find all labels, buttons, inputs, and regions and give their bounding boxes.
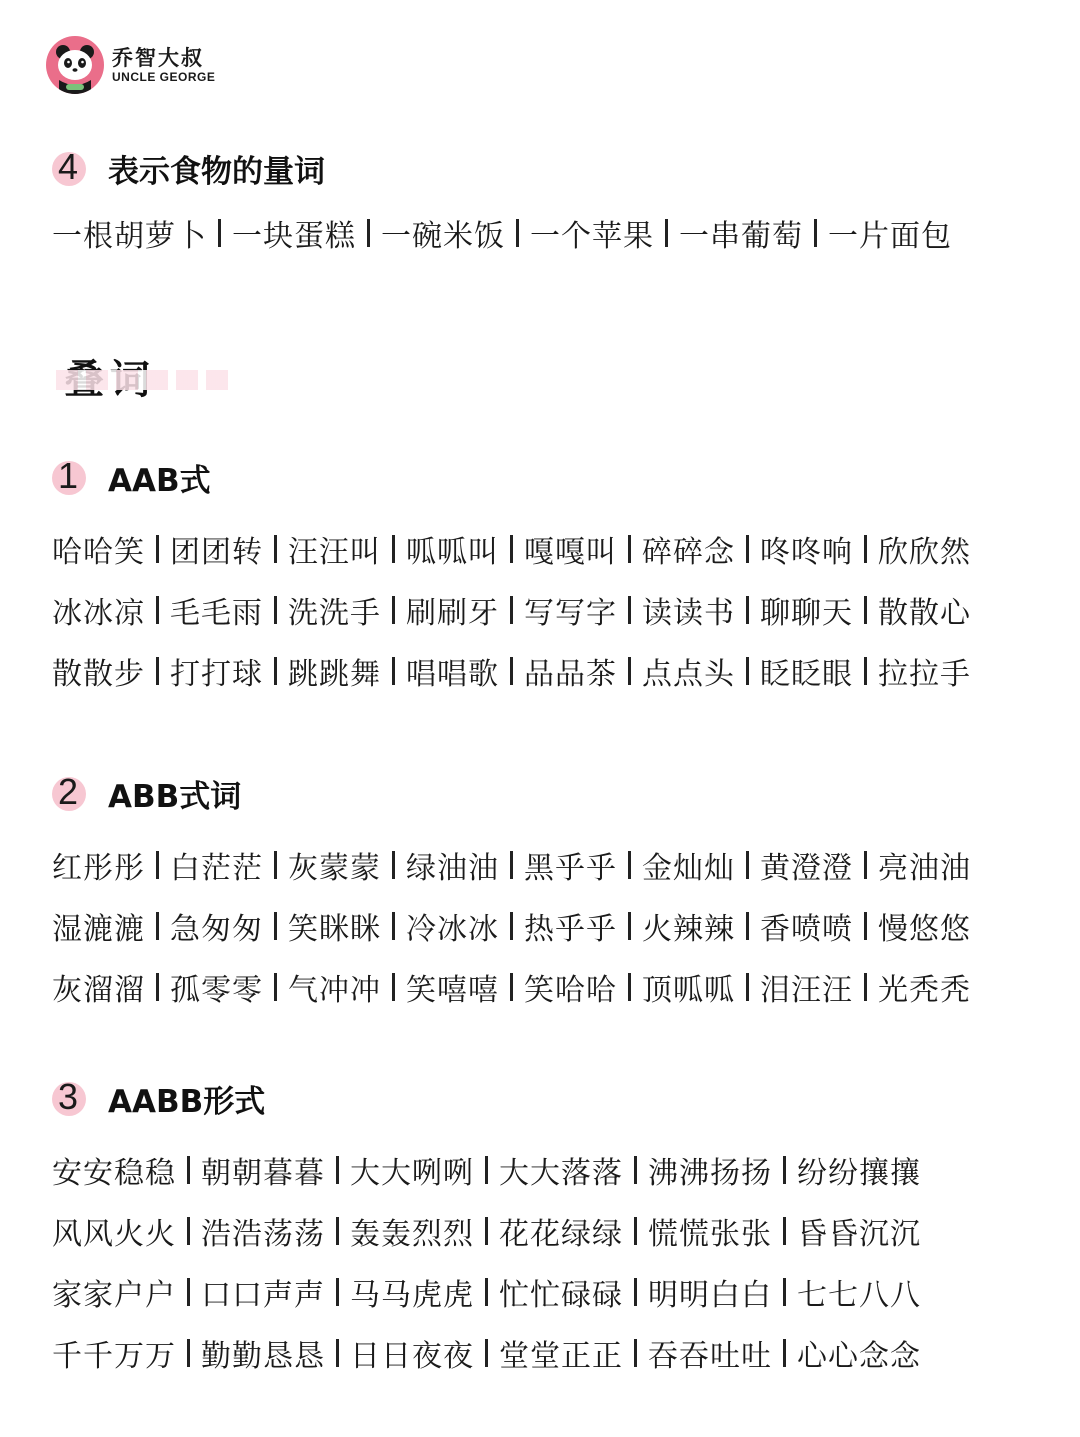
separator	[392, 535, 395, 563]
word-item: 湿漉漉	[52, 912, 145, 947]
word-item: 忙忙碌碌	[499, 1278, 623, 1313]
word-item: 大大落落	[499, 1156, 623, 1191]
separator	[510, 657, 513, 685]
word-item: 一个苹果	[530, 219, 654, 254]
word-item: 明明白白	[648, 1278, 772, 1313]
separator	[392, 596, 395, 624]
word-line	[52, 527, 1052, 571]
section-number: 2	[58, 771, 79, 812]
separator	[510, 851, 513, 879]
word-item: 急匆匆	[170, 912, 263, 947]
separator	[274, 657, 277, 685]
separator	[156, 851, 159, 879]
word-item: 笑嘻嘻	[406, 973, 499, 1008]
separator	[634, 1278, 637, 1306]
separator	[274, 535, 277, 563]
separator	[336, 1339, 339, 1367]
separator	[634, 1339, 637, 1367]
separator	[634, 1217, 637, 1245]
separator	[665, 219, 668, 247]
word-item: 浩浩荡荡	[201, 1217, 325, 1252]
word-item: 散散步	[52, 657, 145, 692]
section-aab-heading	[52, 457, 211, 497]
word-item: 灰溜溜	[52, 973, 145, 1008]
word-item: 一根胡萝卜	[52, 219, 207, 254]
word-item: 红彤彤	[52, 851, 145, 886]
separator	[274, 973, 277, 1001]
separator	[746, 596, 749, 624]
separator	[628, 596, 631, 624]
separator	[814, 219, 817, 247]
word-item: 哈哈笑	[52, 535, 145, 570]
word-item: 七七八八	[797, 1278, 921, 1313]
logo-title-cn: 乔智大叔	[112, 44, 204, 70]
word-item: 灰蒙蒙	[288, 851, 381, 886]
word-item: 团团转	[170, 535, 263, 570]
separator	[864, 973, 867, 1001]
word-line	[52, 211, 1052, 255]
separator	[783, 1278, 786, 1306]
separator	[783, 1339, 786, 1367]
separator	[485, 1339, 488, 1367]
word-item: 聊聊天	[760, 596, 853, 631]
section-title: AABB形式	[108, 1083, 266, 1120]
word-item: 刷刷牙	[406, 596, 499, 631]
word-item: 一片面包	[828, 219, 952, 254]
word-item: 香喷喷	[760, 912, 853, 947]
word-item: 心心念念	[797, 1339, 921, 1374]
separator	[392, 851, 395, 879]
word-item: 朝朝暮暮	[201, 1156, 325, 1191]
separator	[746, 535, 749, 563]
word-item: 慌慌张张	[648, 1217, 772, 1252]
separator	[628, 851, 631, 879]
separator	[783, 1217, 786, 1245]
word-line	[52, 965, 1052, 1009]
separator	[510, 912, 513, 940]
word-item: 家家户户	[52, 1278, 176, 1313]
word-item: 散散心	[878, 596, 971, 631]
word-item: 汪汪叫	[288, 535, 381, 570]
word-item: 纷纷攘攘	[797, 1156, 921, 1191]
separator	[485, 1156, 488, 1184]
word-item: 冰冰凉	[52, 596, 145, 631]
word-item: 马马虎虎	[350, 1278, 474, 1313]
heading-highlight	[56, 370, 234, 390]
separator	[628, 973, 631, 1001]
word-item: 唱唱歌	[406, 657, 499, 692]
word-item: 呱呱叫	[406, 535, 499, 570]
separator	[392, 657, 395, 685]
word-item: 毛毛雨	[170, 596, 263, 631]
word-item: 安安稳稳	[52, 1156, 176, 1191]
separator	[392, 973, 395, 1001]
word-item: 品品茶	[524, 657, 617, 692]
separator	[628, 912, 631, 940]
separator	[156, 912, 159, 940]
separator	[392, 912, 395, 940]
word-item: 写写字	[524, 596, 617, 631]
separator	[746, 851, 749, 879]
word-item: 嘎嘎叫	[524, 535, 617, 570]
separator	[156, 657, 159, 685]
reduplication-heading	[60, 344, 250, 404]
section-title: AAB式	[108, 462, 211, 499]
word-item: 笑哈哈	[524, 973, 617, 1008]
word-item: 火辣辣	[642, 912, 735, 947]
section-food-heading	[52, 148, 325, 188]
section-abb-heading	[52, 773, 241, 813]
word-item: 孤零零	[170, 973, 263, 1008]
separator	[634, 1156, 637, 1184]
word-item: 冷冰冰	[406, 912, 499, 947]
word-line	[52, 1331, 1052, 1375]
separator	[367, 219, 370, 247]
separator	[336, 1278, 339, 1306]
separator	[864, 851, 867, 879]
word-item: 碎碎念	[642, 535, 735, 570]
word-item: 黄澄澄	[760, 851, 853, 886]
separator	[187, 1156, 190, 1184]
separator	[187, 1217, 190, 1245]
word-item: 黑乎乎	[524, 851, 617, 886]
word-item: 慢悠悠	[878, 912, 971, 947]
word-item: 欣欣然	[878, 535, 971, 570]
word-item: 口口声声	[201, 1278, 325, 1313]
word-item: 花花绿绿	[499, 1217, 623, 1252]
separator	[187, 1278, 190, 1306]
separator	[864, 596, 867, 624]
separator	[336, 1156, 339, 1184]
word-item: 读读书	[642, 596, 735, 631]
panda-logo-icon	[46, 36, 104, 94]
word-item: 跳跳舞	[288, 657, 381, 692]
separator	[156, 973, 159, 1001]
separator	[516, 219, 519, 247]
separator	[783, 1156, 786, 1184]
word-item: 堂堂正正	[499, 1339, 623, 1374]
section-number: 3	[58, 1076, 79, 1117]
separator	[156, 596, 159, 624]
word-item: 打打球	[170, 657, 263, 692]
separator	[628, 535, 631, 563]
word-item: 亮油油	[878, 851, 971, 886]
word-item: 轰轰烈烈	[350, 1217, 474, 1252]
separator	[485, 1278, 488, 1306]
section-number: 1	[58, 455, 79, 496]
word-item: 洗洗手	[288, 596, 381, 631]
word-item: 千千万万	[52, 1339, 176, 1374]
word-item: 拉拉手	[878, 657, 971, 692]
word-line	[52, 1270, 1052, 1314]
word-item: 一块蛋糕	[232, 219, 356, 254]
separator	[156, 535, 159, 563]
word-item: 风风火火	[52, 1217, 176, 1252]
separator	[274, 912, 277, 940]
separator	[485, 1217, 488, 1245]
separator	[274, 851, 277, 879]
word-item: 光秃秃	[878, 973, 971, 1008]
word-item: 气冲冲	[288, 973, 381, 1008]
word-line	[52, 588, 1052, 632]
separator	[218, 219, 221, 247]
word-line	[52, 904, 1052, 948]
word-line	[52, 1148, 1052, 1192]
word-item: 日日夜夜	[350, 1339, 474, 1374]
separator	[628, 657, 631, 685]
brand-logo	[46, 36, 215, 94]
word-line	[52, 649, 1052, 693]
word-item: 绿油油	[406, 851, 499, 886]
word-item: 一碗米饭	[381, 219, 505, 254]
word-item: 笑眯眯	[288, 912, 381, 947]
logo-title-en: UNCLE GEORGE	[112, 69, 216, 84]
word-item: 眨眨眼	[760, 657, 853, 692]
separator	[336, 1217, 339, 1245]
word-item: 咚咚响	[760, 535, 853, 570]
section-title: ABB式词	[108, 778, 242, 815]
word-item: 顶呱呱	[642, 973, 735, 1008]
word-item: 热乎乎	[524, 912, 617, 947]
word-item: 点点头	[642, 657, 735, 692]
word-item: 昏昏沉沉	[797, 1217, 921, 1252]
separator	[510, 973, 513, 1001]
word-item: 金灿灿	[642, 851, 735, 886]
separator	[510, 535, 513, 563]
word-item: 吞吞吐吐	[648, 1339, 772, 1374]
section-title: 表示食物的量词	[108, 153, 325, 190]
word-item: 一串葡萄	[679, 219, 803, 254]
word-line	[52, 843, 1052, 887]
separator	[510, 596, 513, 624]
word-line	[52, 1209, 1052, 1253]
word-item: 勤勤恳恳	[201, 1339, 325, 1374]
word-item: 白茫茫	[170, 851, 263, 886]
word-item: 泪汪汪	[760, 973, 853, 1008]
separator	[746, 973, 749, 1001]
separator	[274, 596, 277, 624]
separator	[746, 657, 749, 685]
word-item: 大大咧咧	[350, 1156, 474, 1191]
separator	[187, 1339, 190, 1367]
separator	[864, 912, 867, 940]
section-aabb-heading	[52, 1078, 265, 1118]
separator	[864, 535, 867, 563]
word-item: 沸沸扬扬	[648, 1156, 772, 1191]
section-number: 4	[58, 146, 79, 187]
separator	[746, 912, 749, 940]
separator	[864, 657, 867, 685]
